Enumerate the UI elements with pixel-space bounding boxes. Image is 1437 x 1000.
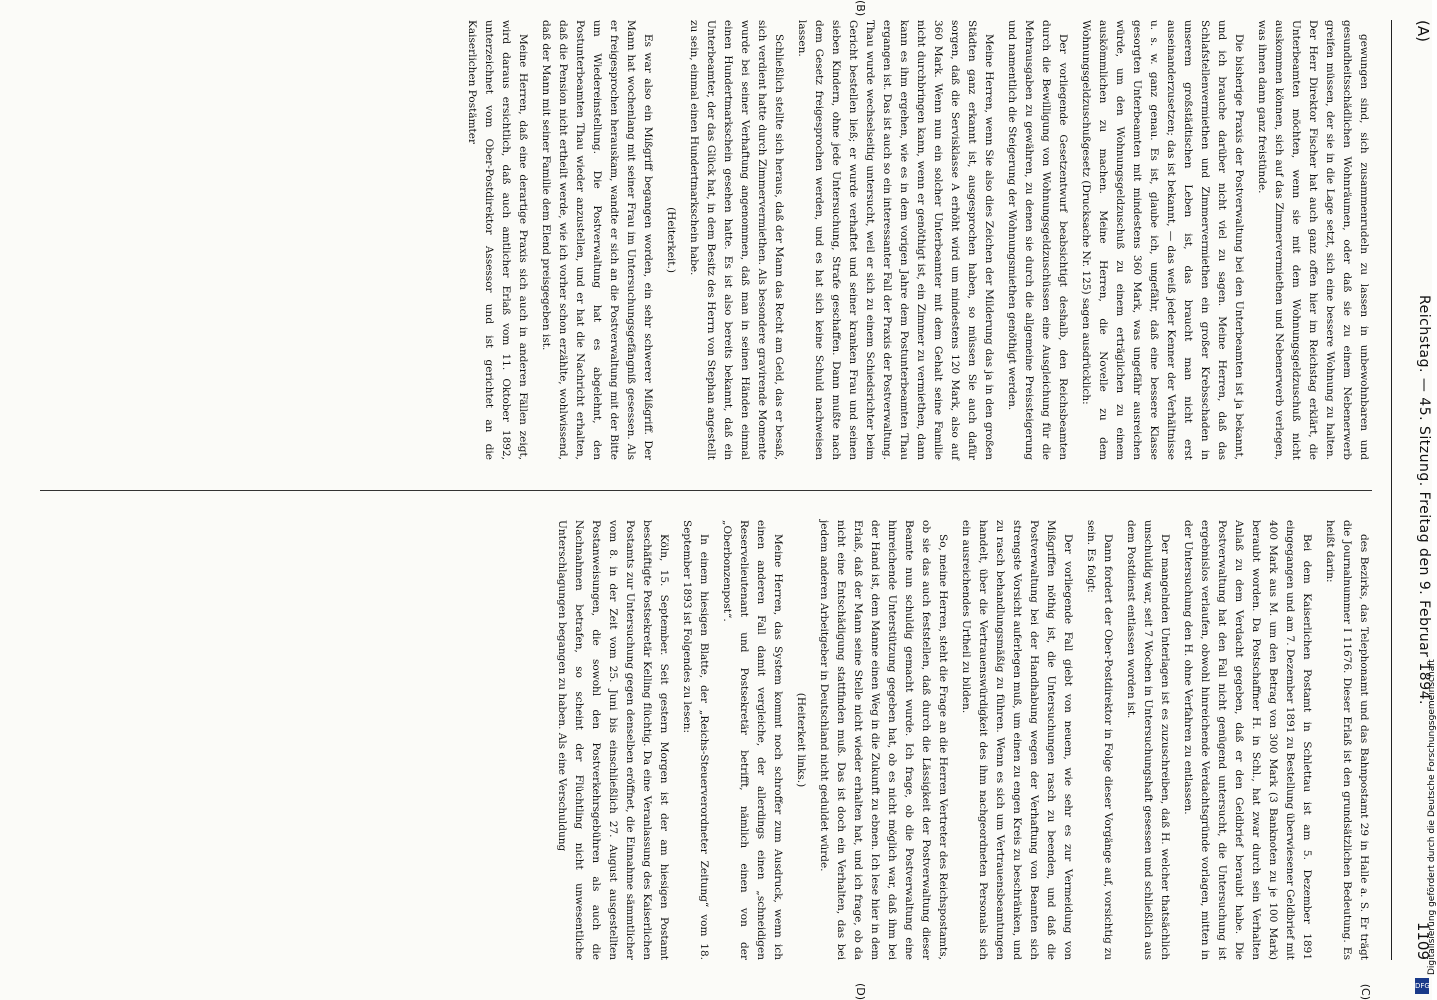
left-paragraph: Meine Herren, daß eine derartige Praxis sich auch in anderen Fällen zeigt, wird daraus ersichtlich, daß auch amtlicher Erlaß vom 11. Oktober 1892, unterzeichnet vom Ober-Postdirektor Assessor und ist gerichtet an die Kaiserlichen Postämter (466, 20, 529, 460)
right-paragraph: (Heiterkeit links.) (795, 692, 807, 788)
right-paragraph: So, meine Herren, steht die Frage an die Herren Vertreter des Reichspostamts, ob sie das auch feststellen, daß durch die Lässigkeit der Postverwaltung dieser Beamte nun schuldig gemacht wurde. Ich frage, ob die Postverwaltung eine hinreichende Unterstützung gegeben hat, ob es nicht möglich war, daß ihm bei der Hand ist, dem Manne einen Weg in die Zukunft zu ebnen. Ich lese hier in dem Erlaß, daß der Mann seine Stelle nicht wieder erhalten hat, und ich frage, ob da nicht eine Entschädigung stattfinden muß. Das ist doch ein Verhalten, das bei jedem anderen Arbeitgeber in Deutschland nicht geduldet würde. (818, 520, 949, 960)
right-paragraph: Der mangelnden Unterlagen ist es zuzuschreiben, daß H. welcher thatsächlich unschuldig war, seit 7 Wochen in Untersuchungshaft gesessen und schließlich aus dem Postdienst entlassen worden ist. (1125, 520, 1171, 960)
header-rule (1391, 20, 1392, 960)
margin-marker-b: (B) (854, 0, 867, 17)
right-paragraph: Meine Herren, das System kommt noch schroffer zum Ausdruck, wenn ich einen anderen Fall damit vergleiche, der allerdings einen „schneidigen Reservelieutenant und Postsekretär betrifft, nämlich einen von der „Oberbonzenpost“. (721, 520, 784, 960)
left-paragraph: Der vorliegende Gesetzentwurf beabsichtigt deshalb, den Reichsbeamten durch die Bewilligung von Wohnungsgeldzuschüssen eine Ausgleichung für die Mehrausgaben zu gewähren, zu denen sie durch die allgemeine Preissteigerung und namentlich die Steigerung der Wohnungsmiethen genöthigt werden. (1006, 20, 1069, 460)
page-marker-a: (A) (1414, 20, 1432, 42)
right-paragraph: des Bezirks, das Telephonamt und das Bahnpostamt 29 in Halle a. S. Er trägt die Journalnummer I 11676. Dieser Erlaß ist den grundsätzlichen Bedeutung. Es heißt darin: (1324, 520, 1370, 960)
left-paragraph: Schließlich stellte sich heraus, daß der Mann das Recht am Geld, das er besaß, sich verdient hatte durch Zimmervermiethen. Als besondere gravirende Momente wurde bei seiner Verhaftung angenommen, daß man in seinen Händen einmal einen Hundertmarkschein gesehen hatte. Es ist also bereits bekannt, daß ein Unterbeamter, der das Glück hat, in dem Besitz des Herrn von Stephan angestellt zu sein, einmal einen Hundertmarkschein habe. (688, 20, 785, 460)
right-column (40, 520, 1372, 960)
left-column (40, 20, 1372, 460)
margin-marker-d: (D) (854, 982, 867, 1000)
column-divider (40, 490, 1372, 491)
left-paragraph: gewungen sind, sich zusammenrudeln zu lassen in unbewohnbaren und gesundheitsschädlichen Wohnräumen, oder daß sie zu einem Nebenerwerb greifen müssen, der sie in die Lage setzt, sich eine bessere Wohnung zu halten. Der Herr Direktor Fischer hat auch ganz offen hier im Reichstag erklärt, die Unterbeamten möchten, wenn sie mit dem Wohnungsgeldzuschuß nicht auskommen können, sich auf das Zimmervermiethen und Nebenerwerb verlegen, was ihnen dann ganz freistünde. (1256, 20, 1370, 460)
left-paragraph: Die bisherige Praxis der Postverwaltung bei den Unterbeamten ist ja bekannt, und ich brauche darüber nicht viel zu sagen. Meine Herren, daß das Schlafstellenvermiethen und Zimmervermiethen ein großer Krebsschaden in unserem großstädtischen Leben ist, das braucht man nicht erst auseinanderzusetzen; das ist bekannt, — das weiß jeder Kenner der Verhältnisse u. s. w. ganz genau. Es ist, glaube ich, ungefähr, daß eine bessere Klasse gesorgten Unterbeamten mit mindestens 360 Mark, was ungefähr ausreichen würde, um den Wohnungsgeldzuschuß zu einem erträglichen zu einem auskömmlichen zu machen. Meine Herren, die Novelle zu dem Wohnungsgeldzuschußgesetz (Drucksache Nr. 125) sagen ausdrücklich: (1080, 20, 1245, 460)
right-paragraph: Bei dem Kaiserlichen Postamt in Schlettau ist am 5. Dezember 1891 eingegangen und am 7. Dezember 1891 zu Bestellung überwiesener Geldbrief mit 400 Mark aus M. um den Betrag von 300 Mark (3 Banknoten zu je 100 Mark) beraubt worden. Da Postschaffner H. in Schl., hat zwar durch sein Verhalten Anlaß zu dem Verdacht gegeben, daß er den Geldbrief beraubt habe. Die Postverwaltung hat den Fall nicht genügend untersucht, die Untersuchung ist ergebnislos verlaufen, obwohl hinreichende Verdachtsgründe vorlagen, mitten in der Untersuchung den H. ohne Verfahren zu entlassen. (1182, 520, 1313, 960)
credit-strip (1412, 0, 1437, 1000)
left-paragraph: (Heiterkeit.) (665, 207, 677, 273)
running-title: Reichstag. — 45. Sitzung. Freitag den 9. Februar 1894. (1416, 295, 1432, 705)
margin-marker-c: (C) (1359, 983, 1372, 1000)
left-paragraph: Es war also ein Mißgriff begangen worden, ein sehr schwerer Mißgriff. Der Mann hat wochenlang mit seiner Frau im Untersuchungsgefängniß gesessen. Als er freigesprochen herauskam, wandte er sich an die Postverwaltung mit der Bitte um Wiedereinstellung. Die Postverwaltung hat es abgelehnt, den Postunterbeamten Thau wieder anzustellen, und er hat die Nachricht erhalten, daß die Pension nicht ertheilt werde, wie ich vorher schon erzählte, wohlwissend, daß der Mann mit seiner Familie dem Elend preisgegeben ist. (540, 20, 654, 460)
digitization-credit: Digitalisierung gefördert durch die Deutsche Forschungsgemeinschaft (1427, 659, 1437, 975)
right-paragraph: Der vorliegende Fall giebt von neuem, wie sehr es zur Vermeidung von Mißgriffen nöthig ist, die Untersuchungen rasch zu beenden, und daß die Postverwaltung bei der Handhabung wegen der Verhaftung von Beamten sich strengste Vorsicht auferlegen muß, um einen zu engen Kreis zu beschränken, und zu rasch behandlungsmäßig zu führen. Wenn es sich um Vertrauensbeamtungen handelt, über die Vertrauenswürdigkeit des ihm nachgeordneten Personals sich ein ausreichendes Urtheil zu bilden. (960, 520, 1074, 960)
right-paragraph: Köln, 15. September. Seit gestern Morgen ist der am hiesigen Postamt beschäftigte Postsekretär Kelling flüchtig. Da eine Veranlassung des Kaiserlichen Postamts zur Untersuchung gegen denselben eröffnet, die Einnahme sämmtlicher vom 8. in der Zeit vom 25. Juni bis einschließlich 27. August ausgestellten Postanweisungen, die sowohl den Postverkehrsgebühren als auch die Nachnahmen betrafen, so scheint der Flüchtling nicht unwesentliche Unterschlagungen begangen zu haben. Als eine Verschuldung (556, 520, 670, 960)
dfg-logo: DFG (1415, 978, 1429, 994)
left-paragraph: Meine Herren, wenn Sie also dies Zeichen der Milderung das ja in den großen Städten ganz erkannt ist, ausgesprochen haben, so müssen Sie auch dafür sorgen, daß die Servisklasse A erhöht wird um mindestens 120 Mark, also auf 360 Mark. Wenn nun ein solcher Unterbeamter mit dem Gehalt seine Familie nicht durchbringen kann, wenn er genöthigt ist, ein Zimmer zu vermiethen, dann kann es ihm ergehen, wie es in dem vorigen Jahre dem Postunterbeamten Thau ergangen ist. Das ist auch so ein interessanter Fall der Praxis der Postverwaltung. Thau wurde wechselseitig untersucht, weil er sich zu einem Schiedsrichter beim Gericht bestellen ließ; er wurde verhaftet und seiner kranken Frau und seinen sieben Kindern, ohne jede Untersuchung, Strafe geschaffen. Dann mußte nach dem Gesetz freigesprochen werden, und es hat sich keine Schuld nachweisen lassen. (796, 20, 995, 460)
right-paragraph: In einem hiesigen Blatte, der „Reichs-Steuerverordneter Zeitung“ vom 18. September 1893 ist Folgendes zu lesen: (681, 520, 710, 960)
page-number: 1109 (1414, 921, 1432, 960)
right-paragraph: Dann fordert der Ober-Postdirektor in Folge dieser Vorgänge auf, vorsichtig zu sein. Es folgt: (1085, 520, 1114, 960)
